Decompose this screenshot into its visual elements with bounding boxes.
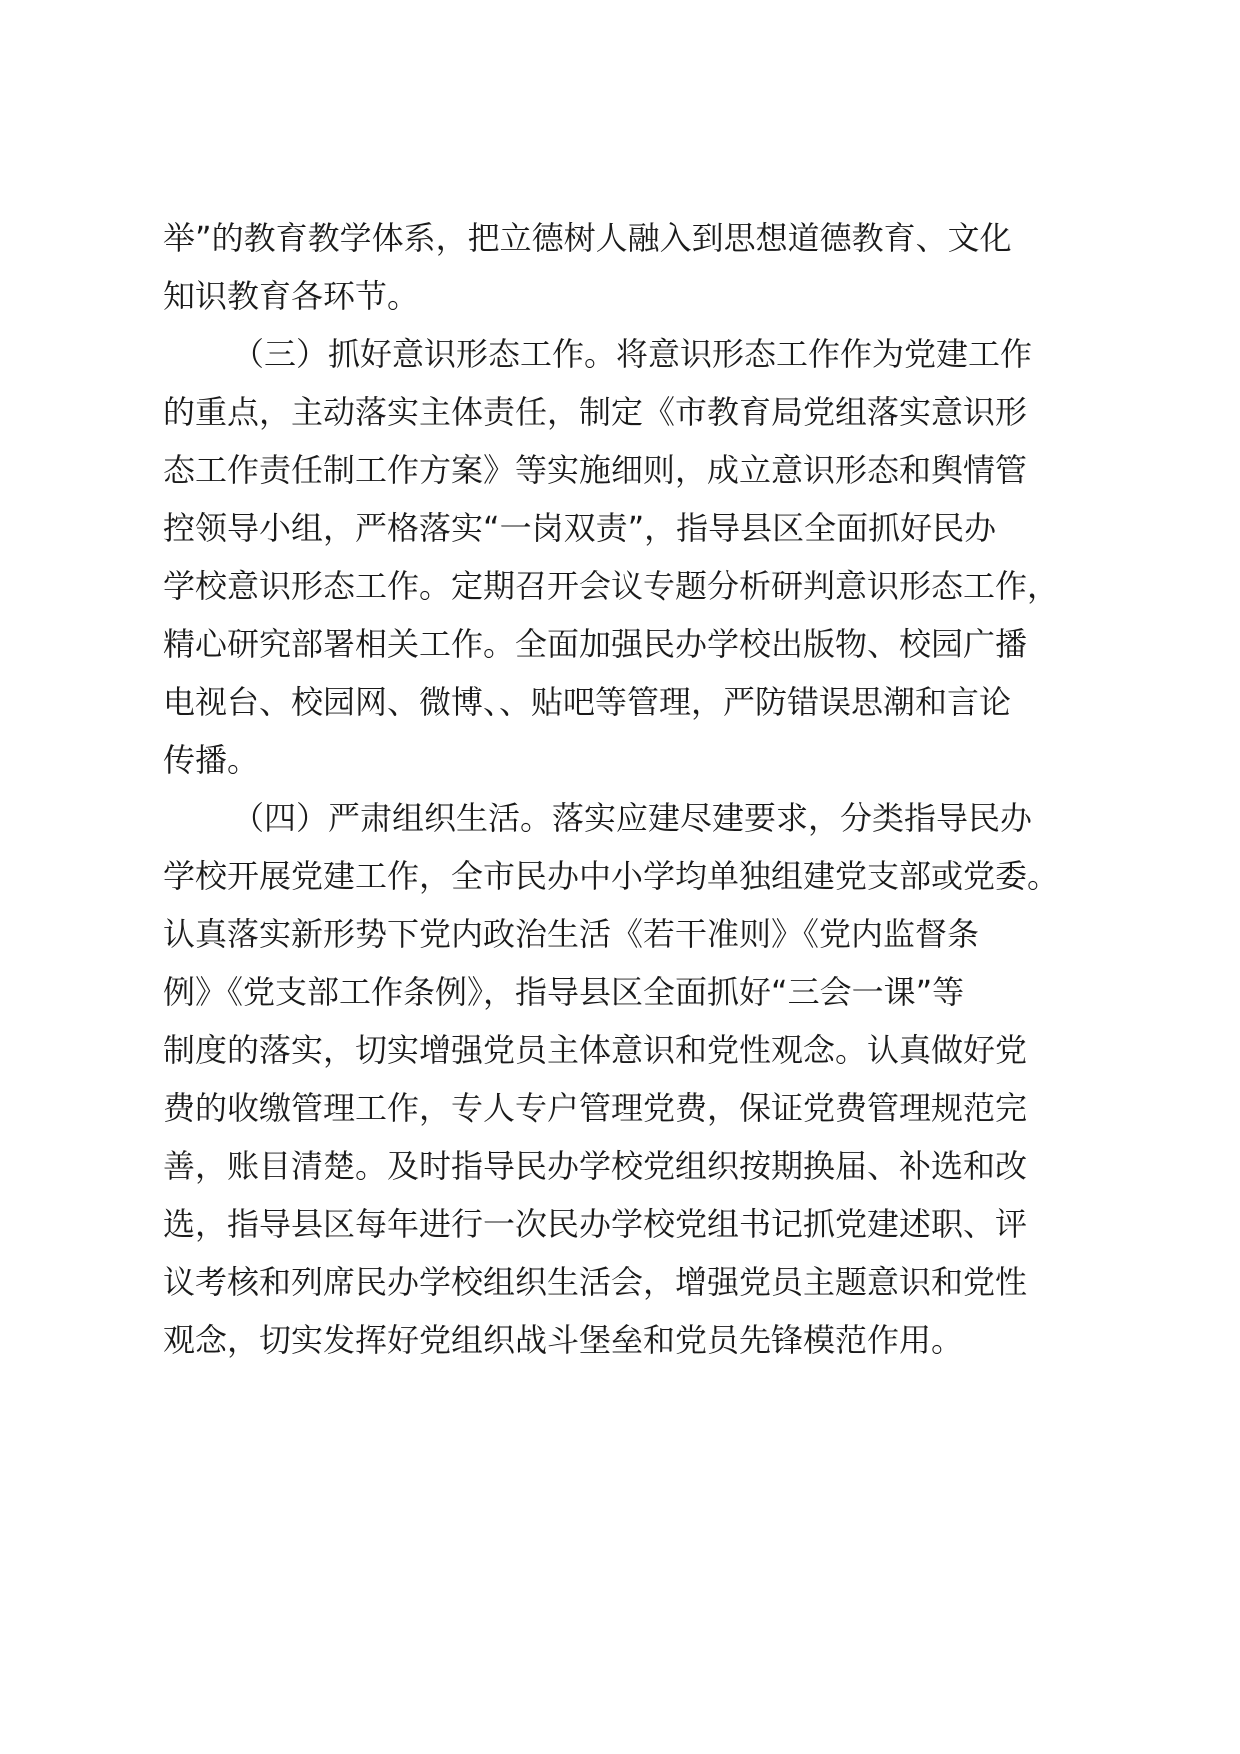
text-line: 学校意识形态工作。定期召开会议专题分析研判意识形态工作， [163,567,1060,605]
text-line: 控领导小组，严格落实“一岗双责”，指导县区全面抓好民办 [163,509,997,547]
text-line: 议考核和列席民办学校组织生活会，增强党员主题意识和党性 [163,1263,1028,1301]
text-line: 认真落实新形势下党内政治生活《若干准则》《党内监督条 [163,915,980,953]
text-line: 电视台、校园网、微博、、贴吧等管理，严防错误思潮和言论 [163,683,1012,721]
text-line: 知识教育各环节。 [163,277,420,315]
text-line: 精心研究部署相关工作。全面加强民办学校出版物、校园广播 [163,625,1028,663]
text-line: 的重点，主动落实主体责任，制定《市教育局党组落实意识形 [163,393,1028,431]
text-line: 举”的教育教学体系，把立德树人融入到思想道德教育、文化 [163,219,1012,257]
text-line: 观念，切实发挥好党组织战斗堡垒和党员先锋模范作用。 [163,1321,964,1359]
section-heading-3: （三）抓好意识形态工作。将意识形态工作作为党建工作 [232,335,1033,373]
text-line: 学校开展党建工作，全市民办中小学均单独组建党支部或党委。 [163,857,1060,895]
text-line: 选，指导县区每年进行一次民办学校党组书记抓党建述职、评 [163,1205,1028,1243]
text-line: 例》《党支部工作条例》，指导县区全面抓好“三会一课”等 [163,973,965,1011]
text-line: 制度的落实，切实增强党员主体意识和党性观念。认真做好党 [163,1031,1028,1069]
text-line: 态工作责任制工作方案》等实施细则，成立意识形态和舆情管 [163,451,1028,489]
section-heading-4: （四）严肃组织生活。落实应建尽建要求，分类指导民办 [232,799,1033,837]
text-line: 传播。 [163,741,260,779]
text-line: 费的收缴管理工作，专人专户管理党费，保证党费管理规范完 [163,1089,1028,1127]
text-line: 善，账目清楚。及时指导民办学校党组织按期换届、补选和改 [163,1147,1028,1185]
